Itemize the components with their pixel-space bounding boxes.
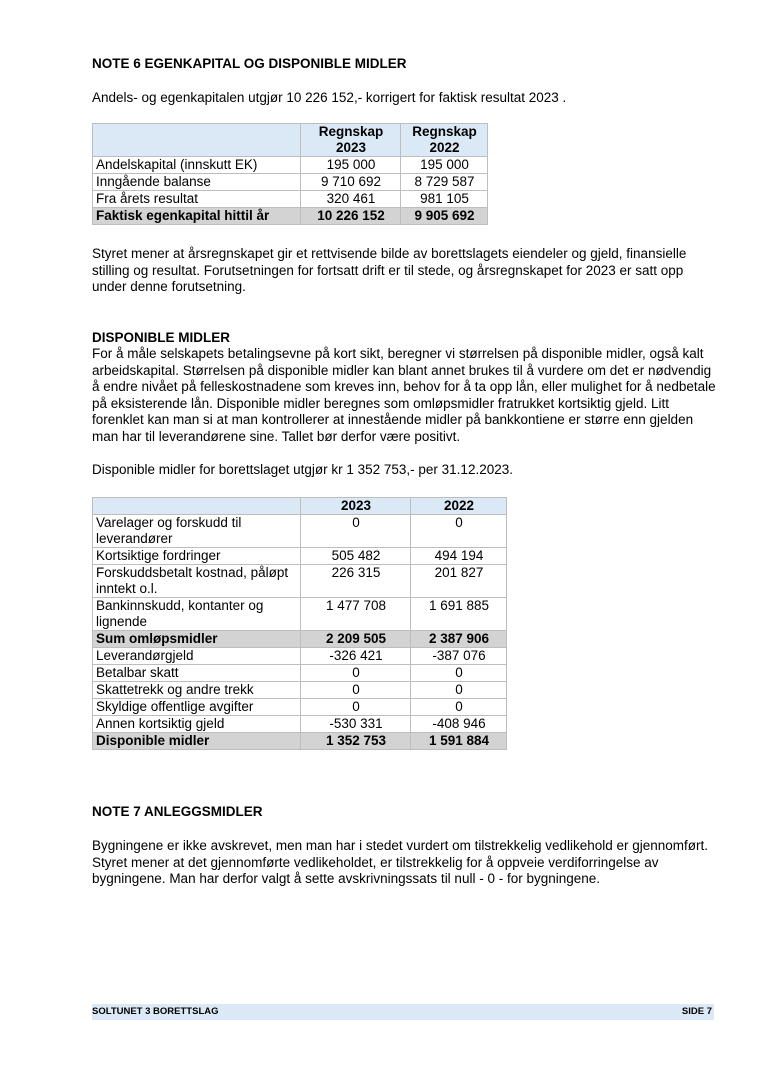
value-cell: 1 352 753 [301, 733, 411, 750]
value-cell: -326 421 [301, 648, 411, 665]
header-cell [93, 124, 301, 157]
row-label: Sum omløpsmidler [93, 631, 301, 648]
table-row [93, 716, 507, 733]
value-cell: 2 209 505 [301, 631, 411, 648]
row-label: Inngående balanse [93, 174, 301, 191]
value-cell: 320 461 [301, 191, 401, 208]
value-cell: 0 [301, 665, 411, 682]
table-row [93, 191, 488, 208]
note7-title: NOTE 7 ANLEGGSMIDLER [92, 804, 263, 819]
header-cell [93, 498, 301, 515]
row-label: Kortsiktige fordringer [93, 548, 301, 565]
value-cell: 226 315 [301, 565, 411, 598]
table-row [93, 174, 488, 191]
header-cell: 2022 [411, 498, 507, 515]
note6-intro: Andels- og egenkapitalen utgjør 10 226 152,- korrigert for faktisk resultat 2023 . [92, 90, 567, 105]
table-row [93, 699, 507, 716]
row-label: Bankinnskudd, kontanter og lignende [93, 598, 301, 631]
footer-org-name: SOLTUNET 3 BORETTSLAG [92, 1006, 219, 1017]
value-cell: 0 [411, 699, 507, 716]
value-cell: 195 000 [401, 157, 488, 174]
header-cell: Regnskap 2023 [301, 124, 401, 157]
table-subtotal-row [93, 631, 507, 648]
value-cell: 1 691 885 [411, 598, 507, 631]
value-cell: 9 710 692 [301, 174, 401, 191]
table-row [93, 682, 507, 699]
header-cell: Regnskap 2022 [401, 124, 488, 157]
disponible-summary: Disponible midler for borettslaget utgjør kr 1 352 753,- per 31.12.2023. [92, 462, 513, 477]
note6-title: NOTE 6 EGENKAPITAL OG DISPONIBLE MIDLER [92, 56, 407, 71]
value-cell: 494 194 [411, 548, 507, 565]
row-label: Forskuddsbetalt kostnad, påløpt inntekt o.l. [93, 565, 301, 598]
row-label: Disponible midler [93, 733, 301, 750]
row-label: Annen kortsiktig gjeld [93, 716, 301, 733]
value-cell: 201 827 [411, 565, 507, 598]
value-cell: 0 [411, 665, 507, 682]
table-row [93, 515, 507, 548]
value-cell: 505 482 [301, 548, 411, 565]
working-capital-table [92, 497, 507, 750]
value-cell: 1 477 708 [301, 598, 411, 631]
value-cell: 2 387 906 [411, 631, 507, 648]
note7-body: Bygningene er ikke avskrevet, men man har i stedet vurdert om tilstrekkelig vedlikehold er gjennomført. Styret mener at det gjennomførte vedlikeholdet, er tilstrekkelig for å oppveie verdiforringelse av bygningene. Man har derfor valgt å sette avskrivningssats til null - 0 - for bygningene. [92, 838, 709, 886]
table-row [93, 665, 507, 682]
row-label: Fra årets resultat [93, 191, 301, 208]
row-label: Skattetrekk og andre trekk [93, 682, 301, 699]
equity-table [92, 123, 488, 225]
row-label: Faktisk egenkapital hittil år [93, 208, 301, 225]
value-cell: 1 591 884 [411, 733, 507, 750]
disponible-title: DISPONIBLE MIDLER [92, 330, 231, 345]
row-label: Skyldige offentlige avgifter [93, 699, 301, 716]
value-cell: 8 729 587 [401, 174, 488, 191]
table-header-row [93, 124, 488, 157]
table-row [93, 565, 507, 598]
value-cell: 0 [301, 515, 411, 548]
value-cell: 0 [411, 682, 507, 699]
value-cell: -530 331 [301, 716, 411, 733]
row-label: Leverandørgjeld [93, 648, 301, 665]
row-label: Varelager og forskudd til leverandører [93, 515, 301, 548]
table-row [93, 648, 507, 665]
value-cell: 0 [301, 699, 411, 716]
value-cell: 9 905 692 [401, 208, 488, 225]
table-total-row [93, 733, 507, 750]
table-header-row [93, 498, 507, 515]
value-cell: 195 000 [301, 157, 401, 174]
table-row [93, 157, 488, 174]
row-label: Betalbar skatt [93, 665, 301, 682]
disponible-body: For å måle selskapets betalingsevne på kort sikt, beregner vi størrelsen på disponible midler, også kalt arbeidskapital. Størrelsen på disponible midler kan blant annet brukes til å vurdere om det er nødvendig å endre nivået på felleskostnadene som kreves inn, behov for å ta opp lån, eller mulighet for å nedbetale på eksisterende lån. Disponible midler beregnes som omløpsmidler fratrukket kortsiktig gjeld. Litt forenklet kan man si at man kontrollerer at innestående midler på bankkontiene er større enn gjelden man har til leverandørene sine. Tallet bør derfor være positivt. [92, 346, 716, 444]
value-cell: -387 076 [411, 648, 507, 665]
table-row [93, 548, 507, 565]
table-total-row [93, 208, 488, 225]
value-cell: -408 946 [411, 716, 507, 733]
note6-statement: Styret mener at årsregnskapet gir et rettvisende bilde av borettslagets eiendeler og gjeld, finansielle stilling og resultat. Forutsetningen for fortsatt drift er til stede, og årsregnskapet for 2023 er satt opp under denne forutsetning. [92, 246, 687, 294]
page-footer [92, 1004, 714, 1020]
footer-page-number: SIDE 7 [681, 1006, 712, 1017]
value-cell: 981 105 [401, 191, 488, 208]
value-cell: 0 [411, 515, 507, 548]
value-cell: 10 226 152 [301, 208, 401, 225]
row-label: Andelskapital (innskutt EK) [93, 157, 301, 174]
table-row [93, 598, 507, 631]
header-cell: 2023 [301, 498, 411, 515]
value-cell: 0 [301, 682, 411, 699]
